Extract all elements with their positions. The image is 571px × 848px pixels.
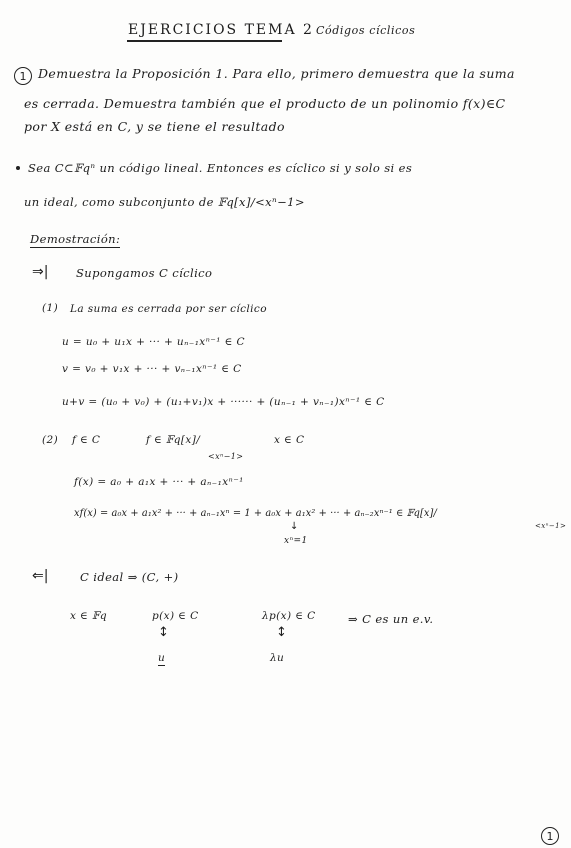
bullet-dot: [16, 166, 20, 170]
page-subtitle: Códigos cíclicos: [316, 24, 416, 37]
scaled-p-in-c: λp(x) ∈ C: [262, 610, 316, 622]
vector-p-in-c: p(x) ∈ C: [152, 610, 199, 622]
exercise-number-badge: [14, 67, 32, 85]
part1-label: (1): [42, 302, 59, 314]
equation-xf-quotient: <xⁿ−1>: [535, 522, 567, 530]
page-number: 1: [546, 829, 554, 843]
page-title: EJERCICIOS TEMA 2: [128, 22, 314, 38]
scalar-x-in-fq: x ∈ 𝔽q: [70, 610, 107, 622]
double-arrow-icon: ↕: [158, 625, 169, 640]
equation-u: u = u₀ + u₁x + ··· + uₙ₋₁xⁿ⁻¹ ∈ C: [62, 336, 245, 348]
forward-arrow: ⇒|: [32, 264, 49, 280]
down-arrow-icon: ↓: [290, 521, 299, 532]
equation-xf: xf(x) = a₀x + a₁x² + ··· + aₙ₋₁xⁿ = 1 + a₀x + a₁x² + ··· + aₙ₋₂xⁿ⁻¹ ∈ 𝔽q[x]/: [74, 508, 437, 519]
proposition-line-2: un ideal, como subconjunto de 𝔽q[x]/<xⁿ−1>: [24, 195, 305, 209]
xn-equals-one: xⁿ=1: [284, 536, 308, 546]
part2-quotient: <xⁿ−1>: [208, 452, 244, 461]
exercise-number: 1: [19, 69, 27, 83]
vector-u: u: [158, 652, 166, 664]
proposition-line-1: Sea C⊂𝔽qⁿ un código lineal. Entonces es cíclico si y solo si es: [28, 161, 413, 175]
equation-v: v = v₀ + v₁x + ··· + vₙ₋₁xⁿ⁻¹ ∈ C: [62, 363, 242, 375]
double-arrow-icon: ↕: [276, 625, 287, 640]
proof-heading: Demostración:: [30, 232, 121, 246]
equation-sum: u+v = (u₀ + v₀) + (u₁+v₁)x + ······ + (uₙ₋₁ + vₙ₋₁)xⁿ⁻¹ ∈ C: [62, 396, 385, 408]
scaled-vector-u: λu: [270, 652, 285, 664]
part2-f-in-fq: f ∈ 𝔽q[x]/: [146, 434, 201, 446]
title-underline: [127, 40, 282, 42]
part2-f-in-c: f ∈ C: [72, 434, 101, 446]
forward-text: Supongamos C cíclico: [76, 266, 213, 280]
exercise-line-2: es cerrada. Demuestra también que el producto de un polinomio f(x)∈C: [24, 96, 506, 111]
vector-space-conclusion: ⇒ C es un e.v.: [348, 612, 434, 626]
part2-label: (2): [42, 434, 59, 446]
part2-x-in-c: x ∈ C: [274, 434, 305, 446]
backward-text: C ideal ⇒ (C, +): [80, 570, 179, 584]
equation-f: f(x) = a₀ + a₁x + ··· + aₙ₋₁xⁿ⁻¹: [74, 476, 244, 488]
exercise-line-1: Demuestra la Proposición 1. Para ello, primero demuestra que la suma: [38, 66, 515, 81]
part1-text: La suma es cerrada por ser cíclico: [70, 303, 267, 315]
backward-arrow: ⇐|: [32, 568, 49, 584]
exercise-line-3: por X está en C, y se tiene el resultado: [24, 119, 285, 134]
page-number-badge: [541, 827, 559, 845]
